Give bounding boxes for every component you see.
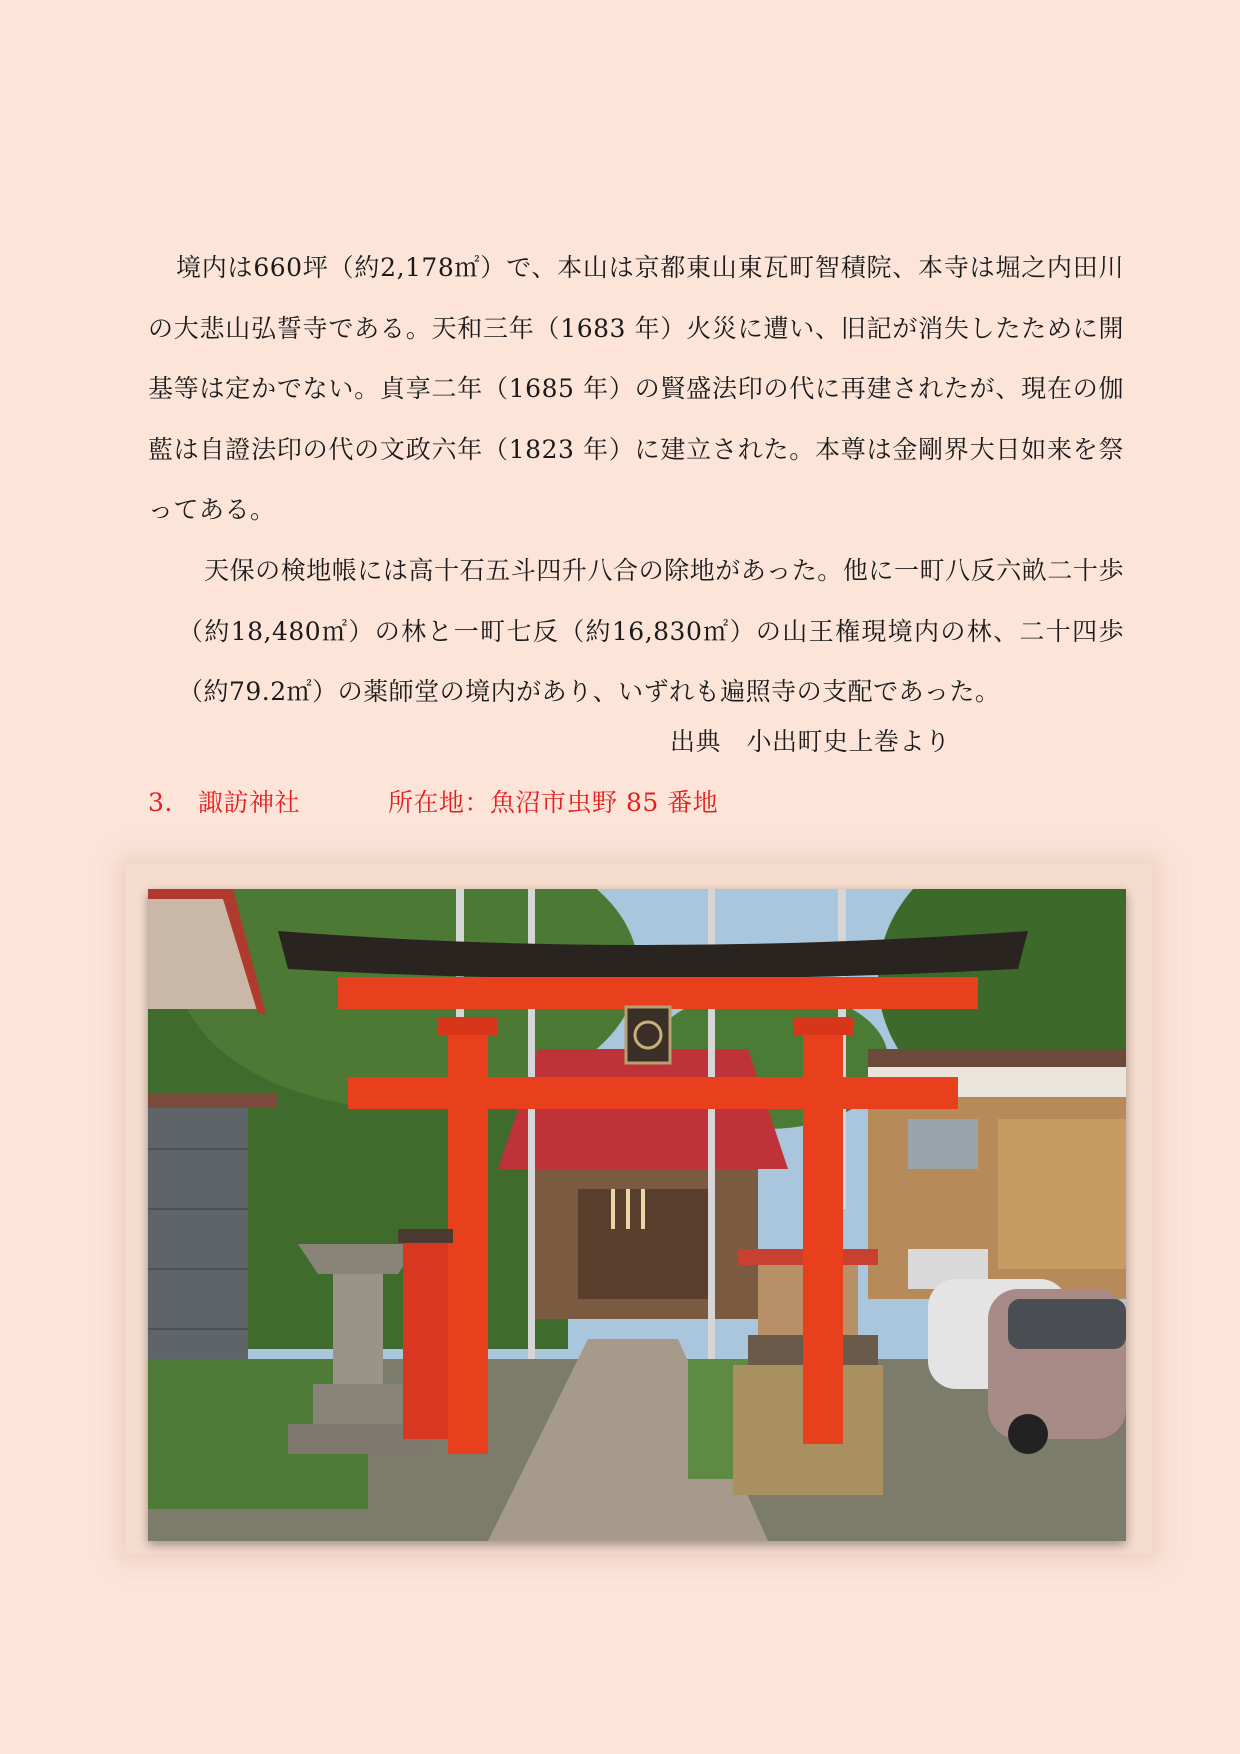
torii-gate-illustration: [148, 889, 1126, 1541]
section-name: 諏訪神社: [198, 788, 301, 817]
source-citation: 出典 小出町史上巻より: [670, 727, 951, 756]
body-paragraph-2: 天保の検地帳には高十石五斗四升八合の除地があった。他に一町八反六畝二十歩（約18,480㎡）の林と一町七反（約16,830㎡）の山王権現境内の林、二十四歩（約79.2㎡）の薬師堂の境内があり、いずれも遍照寺の支配であった。: [178, 556, 1124, 706]
section-number: 3.: [148, 788, 173, 817]
shrine-photo: [148, 889, 1126, 1541]
section-heading: [148, 783, 718, 819]
section-location: 所在地：魚沼市虫野 85 番地: [388, 788, 719, 817]
body-paragraph-1: 境内は660坪（約2,178㎡）で、本山は京都東山東瓦町智積院、本寺は堀之内田川の大悲山弘誓寺である。天和三年（1683 年）火災に遭い、旧記が消失したために開基等は定かでない。貞享二年（1685 年）の賢盛法印の代に再建されたが、現在の伽藍は自證法印の代の文政六年（1823 年）に建立された。本尊は金剛界大日如来を祭ってある。: [148, 253, 1124, 524]
